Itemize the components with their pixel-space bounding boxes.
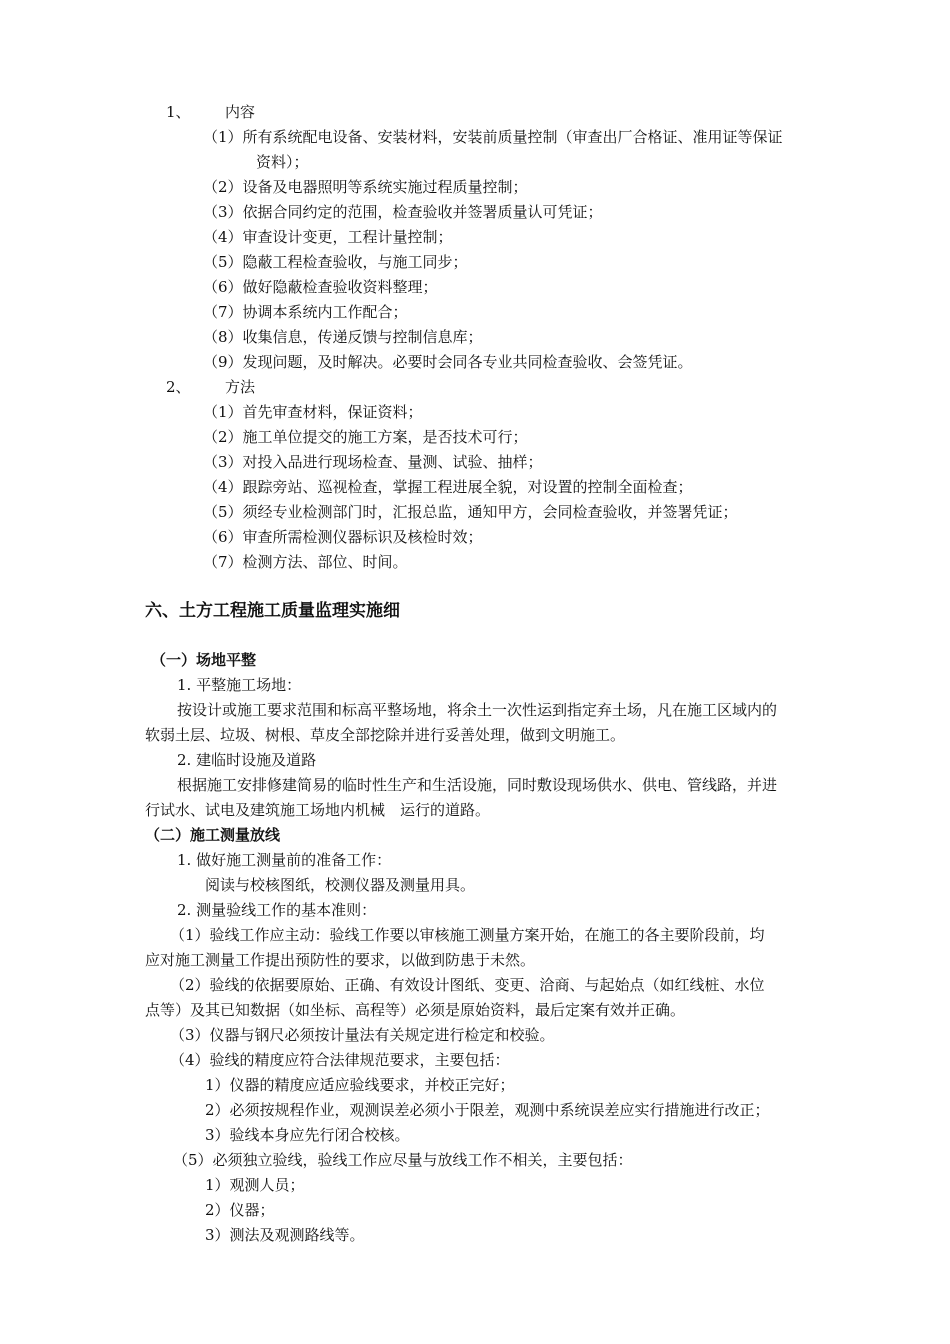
list-item: （9）发现问题，及时解决。必要时会同各专业共同检查验收、会签凭证。 <box>203 353 693 371</box>
list-item: （1）首先审查材料，保证资料； <box>203 403 423 421</box>
subsection-heading: （一）场地平整 <box>151 651 257 669</box>
list-item: （6）审查所需检测仪器标识及核检时效； <box>203 528 483 546</box>
paragraph-line: 点等）及其已知数据（如坐标、高程等）必须是原始资料，最后定案有效并正确。 <box>145 1001 686 1019</box>
section2-title: 方法 <box>225 378 256 396</box>
list-item: 3）测法及观测路线等。 <box>205 1226 365 1244</box>
section2-number: 2、 <box>166 378 191 396</box>
list-item: （1）所有系统配电设备、安装材料，安装前质量控制（审查出厂合格证、准用证等保证 <box>203 128 783 146</box>
list-item: （4）跟踪旁站、巡视检查，掌握工程进展全貌，对设置的控制全面检查； <box>203 478 693 496</box>
list-item: （4）审查设计变更，工程计量控制； <box>203 228 453 246</box>
paragraph-line: （4）验线的精度应符合法律规范要求，主要包括： <box>170 1051 510 1069</box>
paragraph-line: 按设计或施工要求范围和标高平整场地，将余土一次性运到指定弃土场，凡在施工区域内的 <box>177 701 778 719</box>
section1-title: 内容 <box>225 103 256 121</box>
paragraph-line: 阅读与校核图纸，校测仪器及测量用具。 <box>205 876 476 894</box>
list-item: 2）必须按规程作业，观测误差必须小于限差，观测中系统误差应实行措施进行改正； <box>205 1101 770 1119</box>
list-item: （5）须经专业检测部门时，汇报总监，通知甲方，会同检查验收，并签署凭证； <box>203 503 738 521</box>
paragraph-label: 2. 测量验线工作的基本准则： <box>177 901 377 919</box>
paragraph-line: 行试水、试电及建筑施工场地内机械 运行的道路。 <box>145 801 491 819</box>
list-item: （3）依据合同约定的范围，检查验收并签署质量认可凭证； <box>203 203 603 221</box>
list-item: （2）设备及电器照明等系统实施过程质量控制； <box>203 178 528 196</box>
paragraph-line: （5）必须独立验线，验线工作应尽量与放线工作不相关，主要包括： <box>173 1151 633 1169</box>
paragraph-line: （1）验线工作应主动：验线工作要以审核施工测量方案开始，在施工的各主要阶段前，均 <box>170 926 765 944</box>
section1-number: 1、 <box>166 103 191 121</box>
list-item: 2）仪器； <box>205 1201 275 1219</box>
list-item: （3）对投入品进行现场检查、量测、试验、抽样； <box>203 453 543 471</box>
subsection-heading: （二）施工测量放线 <box>145 826 281 844</box>
paragraph-line: 软弱土层、垃圾、树根、草皮全部挖除并进行妥善处理，做到文明施工。 <box>145 726 626 744</box>
list-item: （6）做好隐蔽检查验收资料整理； <box>203 278 438 296</box>
list-item: （8）收集信息，传递反馈与控制信息库； <box>203 328 483 346</box>
paragraph-line: （2）验线的依据要原始、正确、有效设计图纸、变更、洽商、与起始点（如红线桩、水位 <box>170 976 765 994</box>
list-item: 3）验线本身应先行闭合校核。 <box>205 1126 410 1144</box>
paragraph-label: 1. 平整施工场地： <box>177 676 302 694</box>
list-item: （5）隐蔽工程检查验收，与施工同步； <box>203 253 468 271</box>
paragraph-line: （3）仪器与钢尺必须按计量法有关规定进行检定和校验。 <box>170 1026 555 1044</box>
paragraph-label: 1. 做好施工测量前的准备工作： <box>177 851 392 869</box>
paragraph-label: 2. 建临时设施及道路 <box>177 751 317 769</box>
list-item: （2）施工单位提交的施工方案，是否技术可行； <box>203 428 528 446</box>
list-item: 1）仪器的精度应适应验线要求，并校正完好； <box>205 1076 515 1094</box>
paragraph-line: 根据施工安排修建简易的临时性生产和生活设施，同时敷设现场供水、供电、管线路，并进 <box>177 776 778 794</box>
list-item: 资料）； <box>256 153 309 171</box>
list-item: （7）协调本系统内工作配合； <box>203 303 408 321</box>
list-item: （7）检测方法、部位、时间。 <box>203 553 408 571</box>
list-item: 1）观测人员； <box>205 1176 305 1194</box>
paragraph-line: 应对施工测量工作提出预防性的要求，以做到防患于未然。 <box>145 951 536 969</box>
chapter-heading: 六、土方工程施工质量监理实施细 <box>145 601 400 621</box>
